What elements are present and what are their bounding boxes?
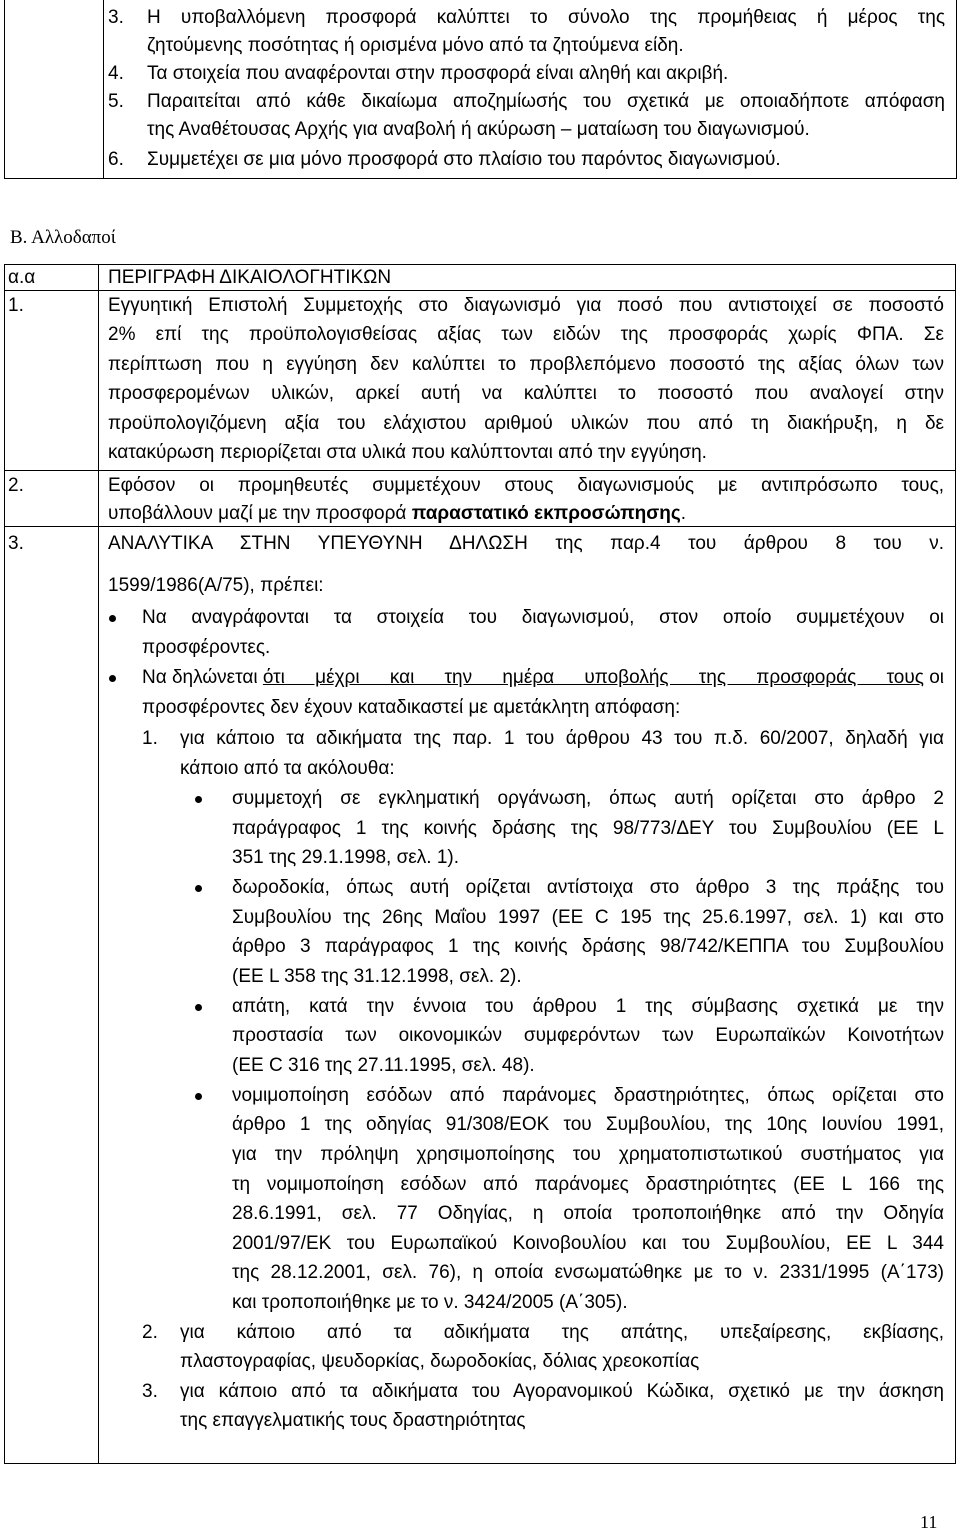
row-text: προσφερομένων υλικών, αρκεί αυτή να καλύπτει το ποσοστό που αναλογεί στην xyxy=(108,383,944,404)
item-number: 5. xyxy=(108,91,124,112)
table-border-bottom xyxy=(4,1463,956,1464)
row-text: ΑΝΑΛΥΤΙΚΑ ΣΤΗΝ ΥΠΕΥΘΥΝΗ ΔΗΛΩΣΗ της παρ.4 του άρθρου 8 του ν. xyxy=(108,533,944,554)
header-number: α.α xyxy=(8,267,36,288)
item-number: 4. xyxy=(108,63,124,84)
row-text: 1599/1986(Α/75), πρέπει: xyxy=(108,575,324,596)
sub-bullet-text: 351 της 29.1.1998, σελ. 1). xyxy=(232,847,459,868)
row-text-line xyxy=(108,502,686,526)
item-text: Τα στοιχεία που αναφέρονται στην προσφορά είναι αληθή και ακριβή. xyxy=(147,63,729,84)
bullet-text: οι xyxy=(923,667,944,688)
sub-text: για κάποιο από τα αδικήματα της απάτης, υπεξαίρεσης, εκβίασης, xyxy=(180,1322,944,1343)
sub-text: πλαστογραφίας, ψευδορκίας, δωροδοκίας, δόλιας χρεοκοπίας xyxy=(180,1351,700,1372)
bullet-icon xyxy=(109,675,116,682)
sub-bullet-text: νομιμοποίηση εσόδων από παράνομες δραστηριότητες, όπως ορίζεται στο xyxy=(232,1085,944,1106)
sub-bullet-text: άρθρο 1 της οδηγίας 91/308/ΕΟΚ του Συμβουλίου, της 10ης Ιουνίου 1991, xyxy=(232,1114,944,1135)
row-number: 1. xyxy=(8,295,24,316)
bullet-text: προσφέροντες. xyxy=(142,637,271,658)
sub-number: 3. xyxy=(142,1381,158,1402)
sub-bullet-text: (ΕΕ L 358 της 31.12.1998, σελ. 2). xyxy=(232,966,522,987)
column-divider xyxy=(103,0,104,178)
sub-bullet-text: συμμετοχή σε εγκληματική οργάνωση, όπως αυτή ορίζεται στο άρθρο 2 xyxy=(232,788,944,809)
item-text: Συμμετέχει σε μια μόνο προσφορά στο πλαίσιο του παρόντος διαγωνισμού. xyxy=(147,149,781,170)
bullet-icon xyxy=(195,1093,202,1100)
table-rule xyxy=(4,526,956,527)
row-text: . xyxy=(680,503,687,524)
item-text: Η υποβαλλόμενη προσφορά καλύπτει το σύνολο της προμήθειας ή μέρος της xyxy=(147,7,945,28)
row-text: κατακύρωση περιορίζεται στα υλικά που καλύπτονται από την εγγύηση. xyxy=(108,442,707,463)
bullet-text: Να αναγράφονται τα στοιχεία του διαγωνισμού, στον οποίο συμμετέχουν οι xyxy=(142,607,944,628)
table-border-top xyxy=(4,264,956,265)
column-divider xyxy=(98,264,99,1464)
row-text: υποβάλλουν μαζί με την προσφορά xyxy=(108,503,412,524)
row-text-bold: παραστατικό εκπροσώπησης xyxy=(411,503,681,524)
sub-bullet-text: δωροδοκία, όπως αυτή ορίζεται αντίστοιχα στο άρθρο 3 της πράξης του xyxy=(232,877,944,898)
row-number: 3. xyxy=(8,533,24,554)
table-rule xyxy=(4,290,956,291)
bullet-text: Να δηλώνεται xyxy=(142,667,263,688)
bullet-text-underlined: ότι μέχρι και την ημέρα υποβολής της προσφοράς τους xyxy=(262,667,924,688)
sub-bullet-text: για την πρόληψη χρησιμοποίησης του χρηματοπιστωτικού συστήματος για xyxy=(232,1144,944,1165)
item-number: 6. xyxy=(108,149,124,170)
sub-bullet-text: άρθρο 3 παράγραφος 1 της κοινής δράσης 98/742/ΚΕΠΠΑ του Συμβουλίου xyxy=(232,936,944,957)
sub-bullet-text: τη νομιμοποίηση εσόδων από παράνομες δραστηριότητες (ΕΕ L 166 της xyxy=(232,1174,944,1195)
sub-text: της επαγγελματικής τους δραστηριότητας xyxy=(180,1410,526,1431)
page-number: 11 xyxy=(920,1512,938,1532)
row-text: περίπτωση που η εγγύηση δεν καλύπτει το προβλεπόμενο ποσοστό της αξίας όλων των xyxy=(108,354,944,375)
table-rule xyxy=(4,470,956,471)
row-text: 2% επί της προϋπολογισθείσας αξίας των ειδών της προσφοράς χωρίς ΦΠΑ. Σε xyxy=(108,324,944,345)
bullet-text: προσφέροντες δεν έχουν καταδικαστεί με αμετάκλητη απόφαση: xyxy=(142,697,681,718)
sub-bullet-text: 28.6.1991, σελ. 77 Οδηγίας, η οποία τροποποιήθηκε από την Οδηγία xyxy=(232,1203,944,1224)
bullet-icon xyxy=(195,885,202,892)
sub-bullet-text: παράγραφος 1 της κοινής δράσης της 98/773/ΔΕΥ του Συμβουλίου (ΕΕ L xyxy=(232,818,944,839)
sub-bullet-text: (ΕΕ C 316 της 27.11.1995, σελ. 48). xyxy=(232,1055,535,1076)
sub-number: 1. xyxy=(142,728,158,749)
header-title: ΠΕΡΙΓΡΑΦΗ ΔΙΚΑΙΟΛΟΓΗΤΙΚΩΝ xyxy=(108,267,392,288)
sub-bullet-text: 2001/97/ΕΚ του Ευρωπαϊκού Κοινοβουλίου και του Συμβουλίου, ΕΕ L 344 xyxy=(232,1233,944,1254)
row-text: προϋπολογιζόμενη αξία του ελάχιστου αριθμού υλικών που από τη διακήρυξη, η δε xyxy=(108,413,944,434)
sub-bullet-text: προστασία των οικονομικών συμφερόντων των Ευρωπαϊκών Κοινοτήτων xyxy=(232,1025,944,1046)
sub-text: για κάποιο τα αδικήματα της παρ. 1 του άρθρου 43 του π.δ. 60/2007, δηλαδή για xyxy=(180,728,944,749)
item-text: ζητούμενης ποσότητας ή ορισμένα μόνο από τα ζητούμενα είδη. xyxy=(147,35,684,56)
row-text: Εφόσον οι προμηθευτές συμμετέχουν στους διαγωνισμούς με αντιπρόσωπο τους, xyxy=(108,475,944,496)
item-number: 3. xyxy=(108,7,124,28)
section-title: Β. Αλλοδαποί xyxy=(10,227,116,248)
sub-bullet-text: και τροποποιήθηκε με το ν. 3424/2005 (Α΄305). xyxy=(232,1292,628,1313)
bullet-icon xyxy=(195,1004,202,1011)
sub-number: 2. xyxy=(142,1322,158,1343)
bullet-icon xyxy=(195,796,202,803)
item-text: της Αναθέτουσας Αρχής για αναβολή ή ακύρωση – ματαίωση του διαγωνισμού. xyxy=(147,119,810,140)
sub-bullet-text: της 28.12.2001, σελ. 76), η οποία ενσωματώθηκε με το ν. 2331/1995 (Α΄173) xyxy=(232,1262,944,1283)
sub-text: κάποιο από τα ακόλουθα: xyxy=(180,758,395,779)
sub-text: για κάποιο από τα αδικήματα του Αγορανομικού Κώδικα, σχετικό με την άσκηση xyxy=(180,1381,944,1402)
table-border-left xyxy=(4,264,5,1464)
row-number: 2. xyxy=(8,475,24,496)
row-text: Εγγυητική Επιστολή Συμμετοχής στο διαγωνισμό για ποσό που αντιστοιχεί σε ποσοστό xyxy=(108,295,944,316)
sub-bullet-text: απάτη, κατά την έννοια του άρθρου 1 της σύμβασης σχετικά με την xyxy=(232,996,944,1017)
table-border-right xyxy=(955,264,956,1464)
bullet-icon xyxy=(109,615,116,622)
sub-bullet-text: Συμβουλίου της 26ης Μαΐου 1997 (ΕΕ C 195 της 25.6.1997, σελ. 1) και στο xyxy=(232,907,944,928)
item-text: Παραιτείται από κάθε δικαίωμα αποζημίωσής του σχετικά με οποιαδήποτε απόφαση xyxy=(147,91,945,112)
bullet-text-line xyxy=(142,666,944,690)
